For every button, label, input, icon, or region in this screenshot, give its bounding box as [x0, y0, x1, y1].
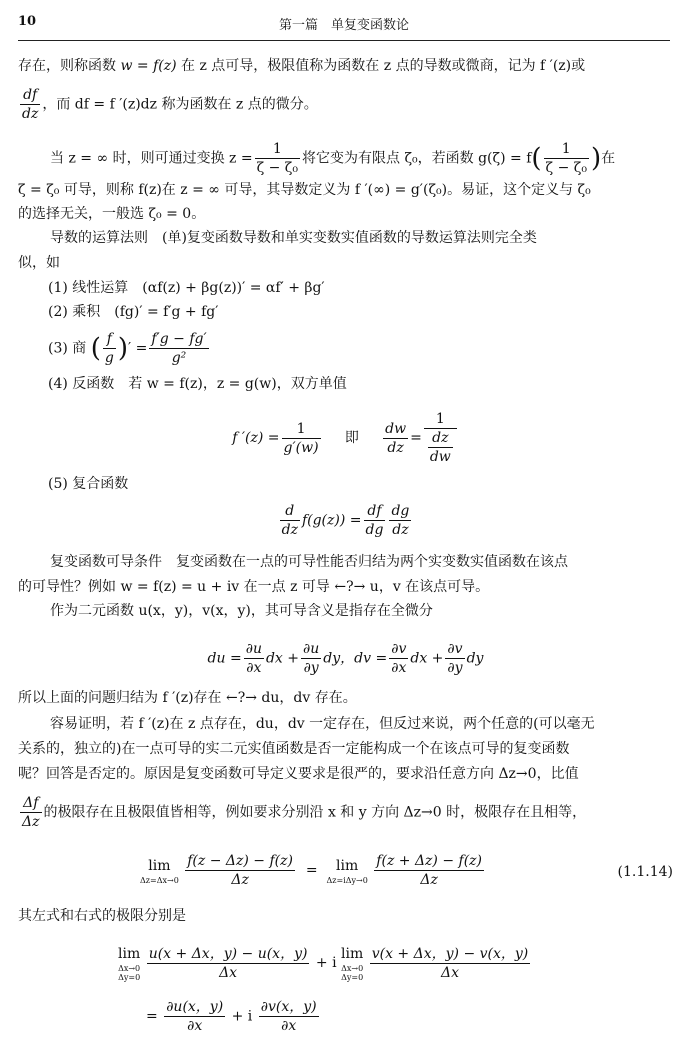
page-number: 10: [18, 14, 37, 29]
total-differential-equation: du = $\frac{\partial u}{\partial x}$ dx + $\frac{\partial u}{\partial y}$ dy，dv = $\frac{\partial v}{\partial x}$ dx + $\frac{\partial v}{\partial y}$ dy: [207, 641, 484, 676]
rule-composite: (5) 复合函数: [48, 476, 129, 492]
para5-line4: $\frac{\Delta f}{\Delta z}$ 的极限存在且极限值皆相等，例如要求分别沿 x 和 y 方向 Δz→0 时，极限存在且相等，: [22, 795, 587, 830]
para1-line2: $\frac{df}{dz}$ ，而 df = f ′(z)dz 称为函数在 z 点的微分。: [22, 87, 318, 122]
rule-product: (2) 乘积 (fg)′ = f′g + fg′: [48, 304, 219, 320]
para3-line2: 似，如: [18, 255, 60, 271]
rule-quotient: (3) 商 ( $\frac{f}{g}$ )′ = $\frac{f'g - fg'}{\text{g²}}$: [48, 331, 207, 366]
running-title: 第一篇 单复变函数论: [278, 18, 409, 33]
para1-line1: 存在，则称函数 w = f(z) 在 z 点可导，极限值称为函数在 z 点的导数或微商，记为 f ′(z)或: [18, 58, 586, 74]
equation-1-1-14: lim Δz=Δx→0 $\frac{f(z - \Delta z) - f(z)}{\Delta z}$ = lim Δz=iΔy→0 $\frac{f(z + \Delta z) - f(z)}{\Delta z}$ (1.1.14): [140, 853, 673, 888]
para4-line4: 所以上面的问题归结为 f ′(z)存在 ←?→ du，dv 存在。: [18, 690, 357, 706]
para6-line1: 其左式和右式的极限分别是: [18, 908, 186, 924]
para3-line1: 导数的运算法则 (单)复变函数导数和单实变数实值函数的导数运算法则完全类: [50, 230, 537, 246]
rule-linear: (1) 线性运算 (αf(z) + βg(z))′ = αf′ + βg′: [48, 280, 325, 296]
para5-line2: 关系的，独立的)在一点可导的实二元实值函数是否一定能构成一个在该点可导的复变函数: [18, 741, 570, 757]
para4-line1: 复变函数可导条件 复变函数在一点的可导性能否归结为两个实变数实值函数在该点: [50, 554, 568, 570]
para4-line2: 的可导性？例如 w = f(z) = u + iv 在一点 z 可导 ←?→ u，v 在该点可导。: [18, 579, 490, 595]
para2-line3: 的选择无关，一般选 ζ₀ = 0。: [18, 206, 206, 222]
equation-number: (1.1.14): [617, 864, 673, 880]
para5-line1: 容易证明，若 f ′(z)在 z 点存在，du，dv 一定存在，但反过来说，两个任意的(可以毫无: [50, 716, 595, 732]
rule-inverse: (4) 反函数 若 w = f(z)，z = g(w)，双方单值: [48, 376, 347, 392]
composite-equation: $\frac{d}{dz}$ f(g(z)) = $\frac{df}{dg}$ $\frac{dg}{dz}$: [281, 503, 410, 538]
para4-line3: 作为二元函数 u(x，y)，v(x，y)，其可导含义是指存在全微分: [50, 603, 433, 619]
partial-derivative-result: = $\frac{\partial u(x,y)}{\partial x}$ + i $\frac{\partial v(x,y)}{\partial x}$: [146, 999, 317, 1034]
limit-expansion-equation: lim Δx→0 Δy=0 $\frac{u(x + \Delta x,y) - u(x,y)}{\Delta x}$ + i lim Δx→0 Δy=0 $\frac{v(x + \Delta x,y) - v(x,y)}{\Delta x}$: [118, 945, 529, 982]
page-header: [18, 14, 670, 38]
para2-line2: ζ = ζ₀ 可导，则称 f(z)在 z = ∞ 可导，其导数定义为 f ′(∞) = g′(ζ₀)。易证，这个定义与 ζ₀: [18, 182, 591, 198]
header-rule: [18, 40, 670, 41]
df-dz-fraction: $\frac{df}{dz}$: [22, 87, 39, 122]
para2-line1: 当 z = ∞ 时，则可通过变换 z = $\frac{1}{\text{ζ − ζ₀}}$ 将它变为有限点 ζ₀，若函数 g(ζ) = f( $\frac{1}{\text{ζ − ζ₀}}$ )在: [50, 141, 616, 176]
para5-line3: 呢？回答是否定的。原因是复变函数可导定义要求是很严的，要求沿任意方向 Δz→0，比值: [18, 766, 579, 782]
inverse-equation: f ′(z) = $\frac{1}{g'(w)}$ 即 $\frac{dw}{dz}$ = $\frac{1}{\frac{dz}{dw}}$: [18, 410, 673, 466]
